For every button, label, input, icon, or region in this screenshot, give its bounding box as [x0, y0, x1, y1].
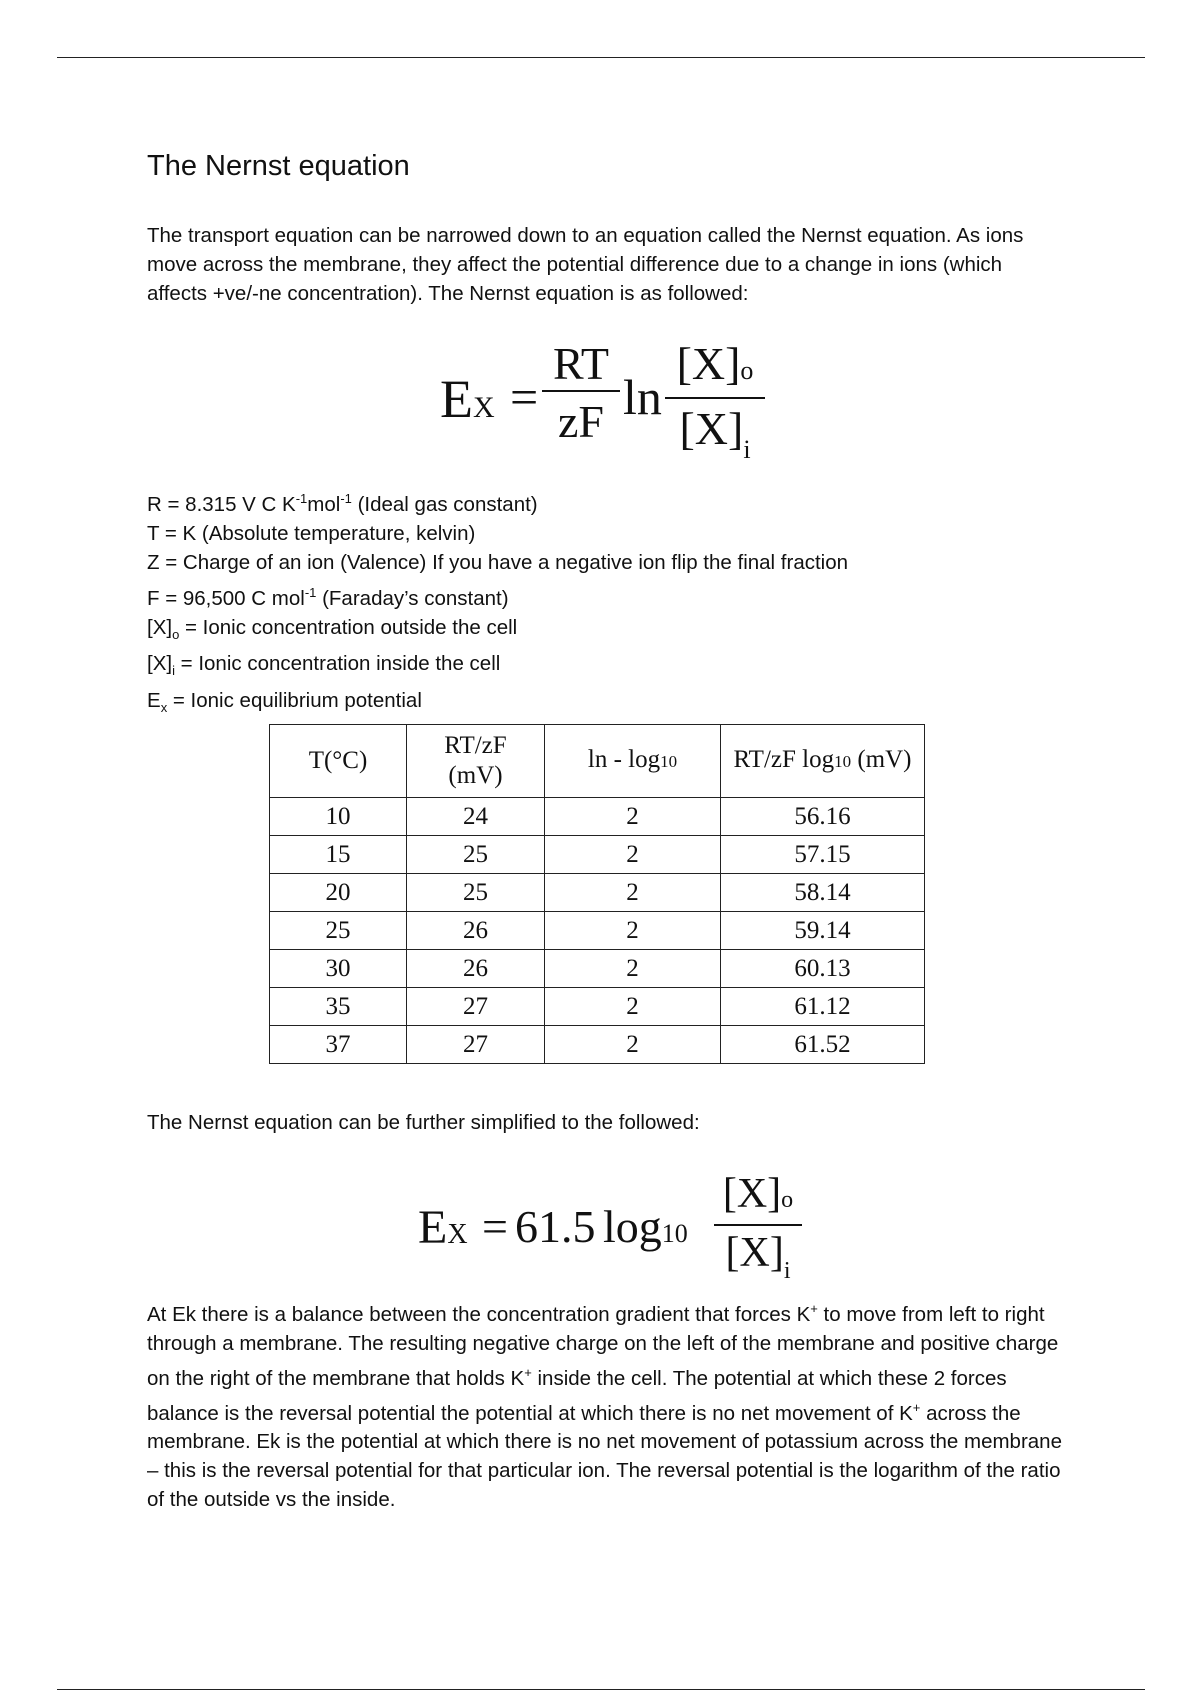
cell: 2	[545, 988, 721, 1026]
col-rt-zf-log: RT/zF log10 (mV)	[721, 725, 925, 798]
def-xo: $[X]_o$ = Ionic concentration outside the cell	[147, 615, 518, 642]
eq1-fraction-rt-zf	[542, 338, 620, 452]
variable-definitions	[147, 484, 848, 722]
cell: 27	[407, 988, 545, 1026]
cell: 2	[545, 836, 721, 874]
eq2-fraction	[714, 1170, 802, 1286]
cell: 61.12	[721, 988, 925, 1026]
eq2-num: [X]o	[722, 1171, 794, 1217]
table-row	[270, 912, 925, 950]
cell: 26	[407, 912, 545, 950]
cell: 24	[407, 798, 545, 836]
def-xi: $[X]_i$ = Ionic concentration inside the cell	[147, 652, 501, 679]
def-z: Z = Charge of an ion (Valence) If you have a negative ion flip the final fraction	[147, 551, 849, 575]
cell: 56.16	[721, 798, 925, 836]
intro-paragraph: The transport equation can be narrowed down to an equation called the Nernst equation. As ions move across the membrane, they affect the potential difference due to a change in ions (which affects +ve/-ne concentration). The Nernst equation is as followed:	[147, 224, 1024, 305]
cell: 20	[270, 874, 407, 912]
cell: 58.14	[721, 874, 925, 912]
cell: 25	[407, 874, 545, 912]
cell: 61.52	[721, 1026, 925, 1064]
cell: 27	[407, 1026, 545, 1064]
table-row	[270, 836, 925, 874]
cell: 2	[545, 874, 721, 912]
cell: 59.14	[721, 912, 925, 950]
table-row	[270, 874, 925, 912]
footer-rule	[57, 1689, 1145, 1690]
page-title: The Nernst equation	[147, 150, 410, 182]
closing-paragraph: At Ek there is a balance between the concentration gradient that forces K+ to move from left to right through a membrane. The resulting negative charge on the left of the membrane and positive charge on the right of the membrane that holds K+ inside the cell. The potential at which these 2 forces balance is the reversal potential the potential at which there is no net movement of K+ across the membrane. Ek is the potential at which there is no net movement of potassium across the membrane – this is the reversal potential for that particular ion. The reversal potential is the logarithm of the ratio of the outside vs the inside.	[147, 1301, 1062, 1512]
def-ex: $E_x$ = Ionic equilibrium potential	[147, 688, 422, 715]
cell: 15	[270, 836, 407, 874]
header-rule	[57, 57, 1145, 58]
eq1-frac1-den: zF	[558, 396, 604, 447]
nernst-equation	[440, 338, 900, 478]
table-row	[270, 1026, 925, 1064]
cell: 25	[407, 836, 545, 874]
eq1-equals: =	[510, 369, 539, 425]
cell: 10	[270, 798, 407, 836]
eq1-ln: ln	[623, 369, 662, 425]
eq1-frac2-num: [X]o	[676, 338, 754, 389]
cell: 35	[270, 988, 407, 1026]
table-row	[270, 798, 925, 836]
col-rt-zf: RT/zF (mV)	[407, 725, 545, 798]
cell: 2	[545, 798, 721, 836]
eq1-lhs: EX	[440, 369, 495, 429]
cell: 2	[545, 950, 721, 988]
eq1-frac1-num: RT	[552, 338, 610, 389]
eq2-coefficient: 61.5	[515, 1201, 596, 1252]
simplified-intro: The Nernst equation can be further simplified to the followed:	[147, 1111, 700, 1134]
def-r: R = 8.315 V C $K^{-1}mol^{-1}$ (Ideal gas constant)	[147, 491, 538, 516]
eq2-equals: =	[482, 1201, 508, 1252]
cell: 2	[545, 1026, 721, 1064]
eq2-lhs: EX	[418, 1201, 468, 1254]
def-t: T = K (Absolute temperature, kelvin)	[147, 522, 476, 546]
col-temperature: T(°C)	[270, 725, 407, 798]
eq1-fraction-concentration	[665, 338, 765, 466]
def-f: F = 96,500 C mol$^{-1}$ (Faraday’s constant)	[147, 584, 509, 610]
table-header-row	[270, 725, 925, 798]
col-ln-log: ln - log10	[545, 725, 721, 798]
cell: 25	[270, 912, 407, 950]
cell: 57.15	[721, 836, 925, 874]
eq2-log: log10	[603, 1201, 688, 1252]
cell: 26	[407, 950, 545, 988]
eq1-frac2-den: $[X]_i$	[679, 403, 751, 464]
simplified-nernst-equation	[418, 1170, 838, 1290]
table-row	[270, 988, 925, 1026]
cell: 60.13	[721, 950, 925, 988]
eq2-den: $[X]_i$	[725, 1230, 791, 1284]
cell: 2	[545, 912, 721, 950]
cell: 37	[270, 1026, 407, 1064]
nernst-table	[269, 724, 925, 1064]
table-row	[270, 950, 925, 988]
cell: 30	[270, 950, 407, 988]
